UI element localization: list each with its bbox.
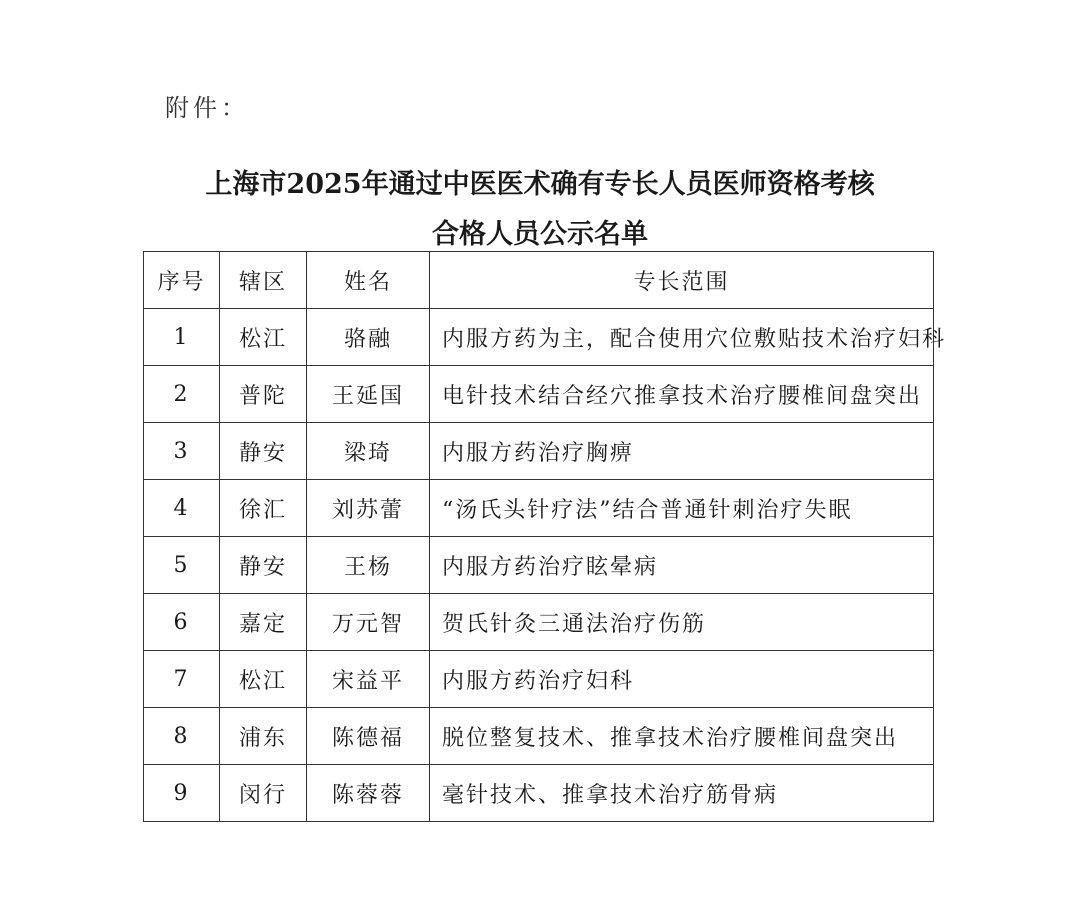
cell-specialty: 内服方药治疗胸痹 bbox=[430, 423, 934, 480]
table-row bbox=[144, 594, 934, 651]
qualified-personnel-table bbox=[143, 251, 947, 822]
cell-serial-number: 3 bbox=[144, 423, 220, 480]
cell-serial-number: 9 bbox=[144, 765, 220, 822]
cell-serial-number: 6 bbox=[144, 594, 220, 651]
table-row bbox=[144, 366, 934, 423]
cell-district: 闵行 bbox=[220, 765, 307, 822]
cell-name: 陈德福 bbox=[307, 708, 430, 765]
header-district: 辖区 bbox=[220, 252, 307, 309]
cell-district: 静安 bbox=[220, 537, 307, 594]
header-name: 姓名 bbox=[307, 252, 430, 309]
document-title-line-1: 上海市2025年通过中医医术确有专长人员医师资格考核 bbox=[205, 169, 875, 200]
cell-specialty: 贺氏针灸三通法治疗伤筋 bbox=[430, 594, 934, 651]
cell-serial-number: 1 bbox=[144, 309, 220, 366]
cell-name: 刘苏蕾 bbox=[307, 480, 430, 537]
cell-specialty: 内服方药治疗眩晕病 bbox=[430, 537, 934, 594]
table-row bbox=[144, 765, 934, 822]
cell-name: 宋益平 bbox=[307, 651, 430, 708]
cell-district: 松江 bbox=[220, 651, 307, 708]
cell-name: 骆融 bbox=[307, 309, 430, 366]
cell-name: 王杨 bbox=[307, 537, 430, 594]
cell-specialty: 脱位整复技术、推拿技术治疗腰椎间盘突出 bbox=[430, 708, 934, 765]
cell-name: 梁琦 bbox=[307, 423, 430, 480]
cell-specialty: 毫针技术、推拿技术治疗筋骨病 bbox=[430, 765, 934, 822]
table-row bbox=[144, 708, 934, 765]
table-header-row bbox=[144, 252, 934, 309]
attachment-label: 附件： bbox=[165, 94, 249, 122]
table-row bbox=[144, 309, 934, 366]
cell-serial-number: 4 bbox=[144, 480, 220, 537]
header-specialty-scope: 专长范围 bbox=[430, 252, 934, 309]
document-title-line-2: 合格人员公示名单 bbox=[432, 219, 648, 250]
header-serial-number: 序号 bbox=[144, 252, 220, 309]
table-row bbox=[144, 537, 934, 594]
cell-name: 万元智 bbox=[307, 594, 430, 651]
cell-serial-number: 7 bbox=[144, 651, 220, 708]
cell-specialty: 内服方药为主，配合使用穴位敷贴技术治疗妇科 bbox=[430, 309, 934, 366]
cell-district: 徐汇 bbox=[220, 480, 307, 537]
cell-district: 普陀 bbox=[220, 366, 307, 423]
cell-district: 松江 bbox=[220, 309, 307, 366]
cell-specialty: 电针技术结合经穴推拿技术治疗腰椎间盘突出 bbox=[430, 366, 934, 423]
table-row bbox=[144, 651, 934, 708]
cell-specialty: 内服方药治疗妇科 bbox=[430, 651, 934, 708]
table-row bbox=[144, 480, 934, 537]
cell-district: 静安 bbox=[220, 423, 307, 480]
cell-name: 陈蓉蓉 bbox=[307, 765, 430, 822]
cell-name: 王延国 bbox=[307, 366, 430, 423]
cell-district: 嘉定 bbox=[220, 594, 307, 651]
cell-district: 浦东 bbox=[220, 708, 307, 765]
cell-serial-number: 5 bbox=[144, 537, 220, 594]
cell-specialty: “汤氏头针疗法”结合普通针刺治疗失眠 bbox=[430, 480, 934, 537]
table-row bbox=[144, 423, 934, 480]
cell-serial-number: 2 bbox=[144, 366, 220, 423]
cell-serial-number: 8 bbox=[144, 708, 220, 765]
